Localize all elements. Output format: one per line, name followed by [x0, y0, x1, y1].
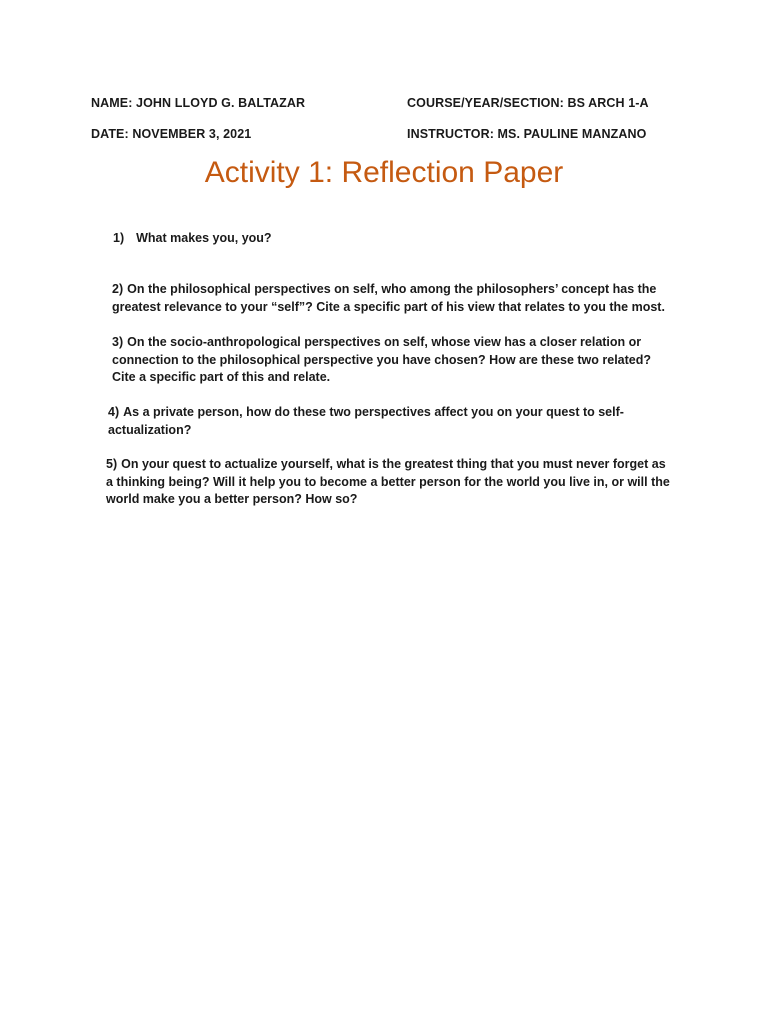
- activity-title: Activity 1: Reflection Paper: [204, 156, 564, 189]
- question-4: [108, 404, 628, 439]
- question-text: On your quest to actualize yourself, what is the greatest thing that you must never forget as a thinking being? Will it help you to become a better person for the world you live in, or will the world make you a better person? How so?: [106, 457, 670, 506]
- question-3: [112, 334, 677, 387]
- question-1: [113, 230, 673, 248]
- question-text: As a private person, how do these two perspectives affect you on your quest to self-actualization?: [108, 405, 624, 437]
- question-2: [112, 281, 677, 316]
- question-number: 4): [108, 405, 120, 419]
- question-text: On the socio-anthropological perspectives on self, whose view has a closer relation or connection to the philosophical perspective you have chosen? How are these two related? Cite a specific part of this and relate.: [112, 335, 652, 384]
- instructor-name: INSTRUCTOR: MS. PAULINE MANZANO: [407, 127, 647, 141]
- question-number: 5): [106, 457, 118, 471]
- question-number: 3): [112, 335, 124, 349]
- question-number: 1): [113, 231, 125, 245]
- submission-date: DATE: NOVEMBER 3, 2021: [91, 127, 252, 141]
- course-year-section: COURSE/YEAR/SECTION: BS ARCH 1-A: [407, 96, 649, 110]
- student-name: NAME: JOHN LLOYD G. BALTAZAR: [91, 96, 306, 110]
- question-5: [106, 456, 671, 509]
- question-number: 2): [112, 282, 124, 296]
- question-text: What makes you, you?: [136, 231, 272, 245]
- question-text: On the philosophical perspectives on self, who among the philosophers’ concept has the greatest relevance to your “self”? Cite a specific part of his view that relates to you the most.: [112, 282, 665, 314]
